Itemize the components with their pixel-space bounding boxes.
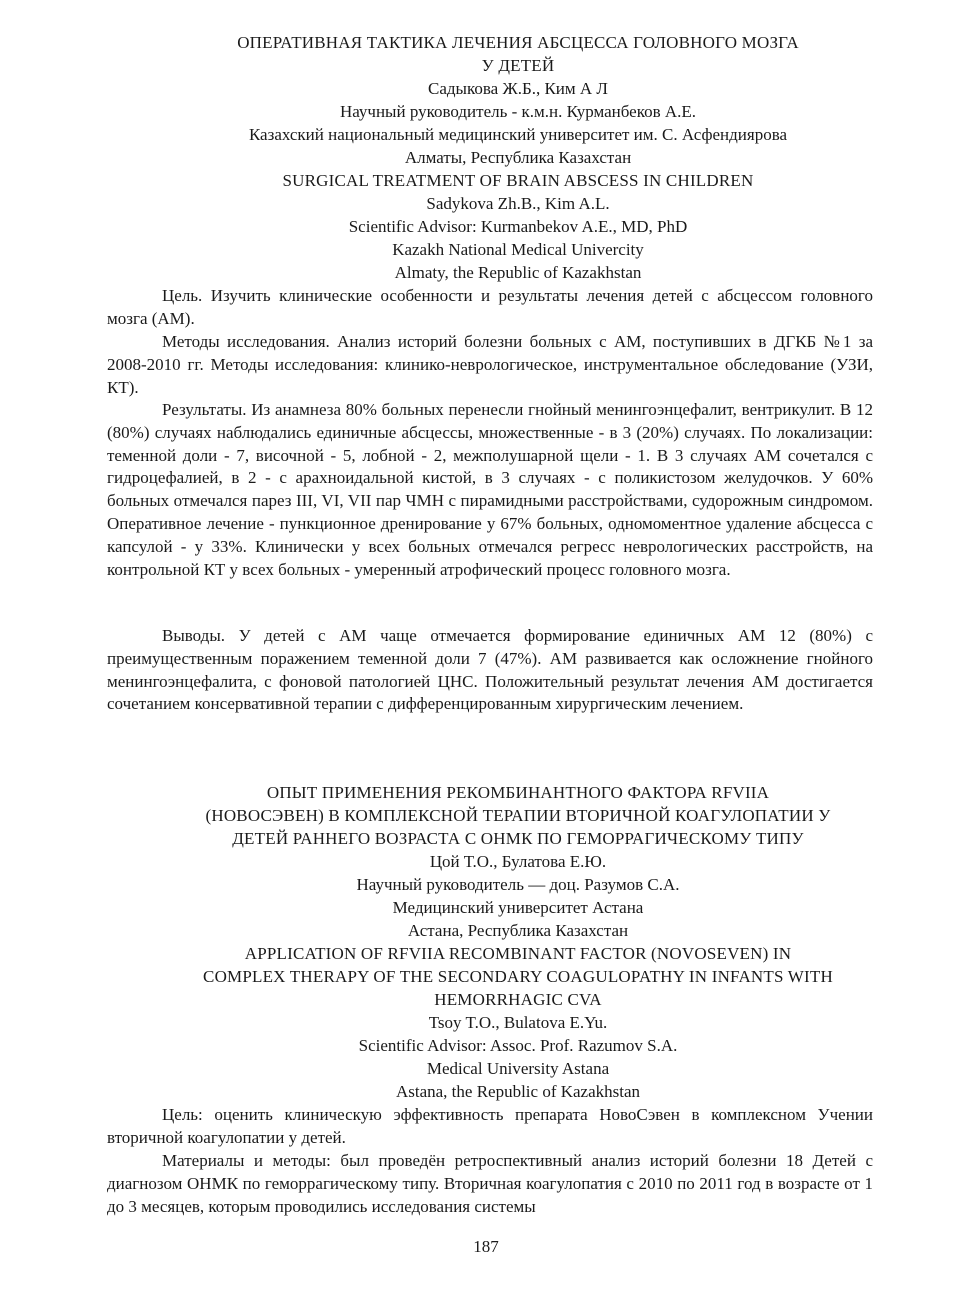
article1-title-ru-line2: У ДЕТЕЙ	[481, 56, 555, 75]
page-number: 187	[473, 1237, 499, 1256]
article1-title-en: SURGICAL TREATMENT OF BRAIN ABSCESS IN CHILDREN	[282, 171, 754, 190]
article2-title-ru-line2: (НОВОСЭВЕН) В КОМПЛЕКСНОЙ ТЕРАПИИ ВТОРИЧНОЙ КОАГУЛОПАТИИ У	[205, 806, 831, 825]
article2-methods-paragraph: Материалы и методы: был проведён ретроспективный анализ историй болезни 18 Детей с диагнозом ОНМК по геморрагическому типу. Вторичная коагулопатия с 2010 по 2011 год в возрасте от 1 до 3 месяцев, которым проводились исследования системы	[107, 1151, 873, 1216]
article1-methods-paragraph: Методы исследования. Анализ историй болезни больных с АМ, поступивших в ДГКБ №1 за 2008-2010 гг. Методы исследования: клинико-неврологическое, инструментальное обследование (УЗИ, КТ).	[107, 332, 873, 397]
article2-authors-en: Tsoy T.O., Bulatova E.Yu.	[428, 1013, 608, 1032]
article2-title-en-line1: APPLICATION OF RFVIIA RECOMBINANT FACTOR (NOVOSEVEN) IN	[244, 944, 792, 963]
article2-title-en-line3: HEMORRHAGIC CVA	[434, 990, 602, 1009]
article2-title-ru-line1: ОПЫТ ПРИМЕНЕНИЯ РЕКОМБИНАНТНОГО ФАКТОРА RFVIIA	[266, 783, 770, 802]
article1-results-paragraph: Результаты. Из анамнеза 80% больных перенесли гнойный менингоэнцефалит, вентрикулит. В 12 (80%) случаях наблюдались единичные абсцессы, множественные - в 3 (20%) случаях. По локализации: теменной доли - 7, височной - 5, лобной - 2, межполушарной щели - 1. В 3 случаях АМ сочетался с гидроцефалией, в 2 - с арахноидальной кистой, в 3 случаях - с поликистозом желудочков. У 60% больных отмечался парез III, VI, VII пар ЧМН с пирамидными расстройствами, судорожным синдромом. Оперативное лечение - пункционное дренирование у 67% больных, одномоментное удаление абсцесса с капсулой - у 33%. Клинически у всех больных отмечался регресс неврологических расстройств, на контрольной КТ у всех больных - умеренный атрофический процесс головного мозга.	[107, 400, 873, 579]
article1-affiliation-en: Kazakh National Medical Univercity	[392, 240, 644, 259]
article1-title-ru-line1: ОПЕРАТИВНАЯ ТАКТИКА ЛЕЧЕНИЯ АБСЦЕССА ГОЛОВНОГО МОЗГА	[237, 33, 799, 52]
article2-title-ru-line3: ДЕТЕЙ РАННЕГО ВОЗРАСТА С ОНМК ПО ГЕМОРРАГИЧЕСКОМУ ТИПУ	[232, 829, 804, 848]
article2-advisor-en: Scientific Advisor: Assoc. Prof. Razumov S.A.	[358, 1036, 678, 1055]
article1-authors-ru: Садыкова Ж.Б., Ким А Л	[428, 79, 608, 98]
article2-location-ru: Астана, Республика Казахстан	[407, 921, 629, 940]
article2-authors-ru: Цой Т.О., Булатова Е.Ю.	[429, 852, 607, 871]
article1-location-en: Almaty, the Republic of Kazakhstan	[394, 263, 642, 282]
article1-authors-en: Sadykova Zh.B., Kim A.L.	[426, 194, 610, 213]
article2-advisor-ru: Научный руководитель — доц. Разумов С.А.	[356, 875, 680, 894]
article2-affiliation-en: Medical University Astana	[426, 1059, 610, 1078]
article1-affiliation-ru: Казахский национальный медицинский университет им. С. Асфендиярова	[248, 125, 788, 144]
article1-aim-paragraph: Цель. Изучить клинические особенности и результаты лечения детей с абсцессом головного мозга (АМ).	[107, 286, 873, 328]
article2-title-en-line2: COMPLEX THERAPY OF THE SECONDARY COAGULOPATHY IN INFANTS WITH	[203, 967, 833, 986]
article1-advisor-ru: Научный руководитель - к.м.н. Курманбеков А.Е.	[339, 102, 697, 121]
article1-advisor-en: Scientific Advisor: Kurmanbekov A.E., MD, PhD	[348, 217, 688, 236]
article2-affiliation-ru: Медицинский университет Астана	[392, 898, 644, 917]
article2-location-en: Astana, the Republic of Kazakhstan	[395, 1082, 641, 1101]
article1-conclusions-paragraph: Выводы. У детей с АМ чаще отмечается формирование единичных АМ 12 (80%) с преимущественным поражением теменной доли 7 (47%). АМ развивается как осложнение гнойного менингоэнцефалита, с фоновой патологией ЦНС. Положительный результат лечения АМ достигается сочетанием консервативной терапии с дифференцированным хирургическим лечением.	[107, 626, 873, 714]
article1-location-ru: Алматы, Республика Казахстан	[404, 148, 632, 167]
article2-aim-paragraph: Цель: оценить клиническую эффективность препарата НовоСэвен в комплексном Учении вторичной коагулопатии у детей.	[107, 1105, 873, 1147]
